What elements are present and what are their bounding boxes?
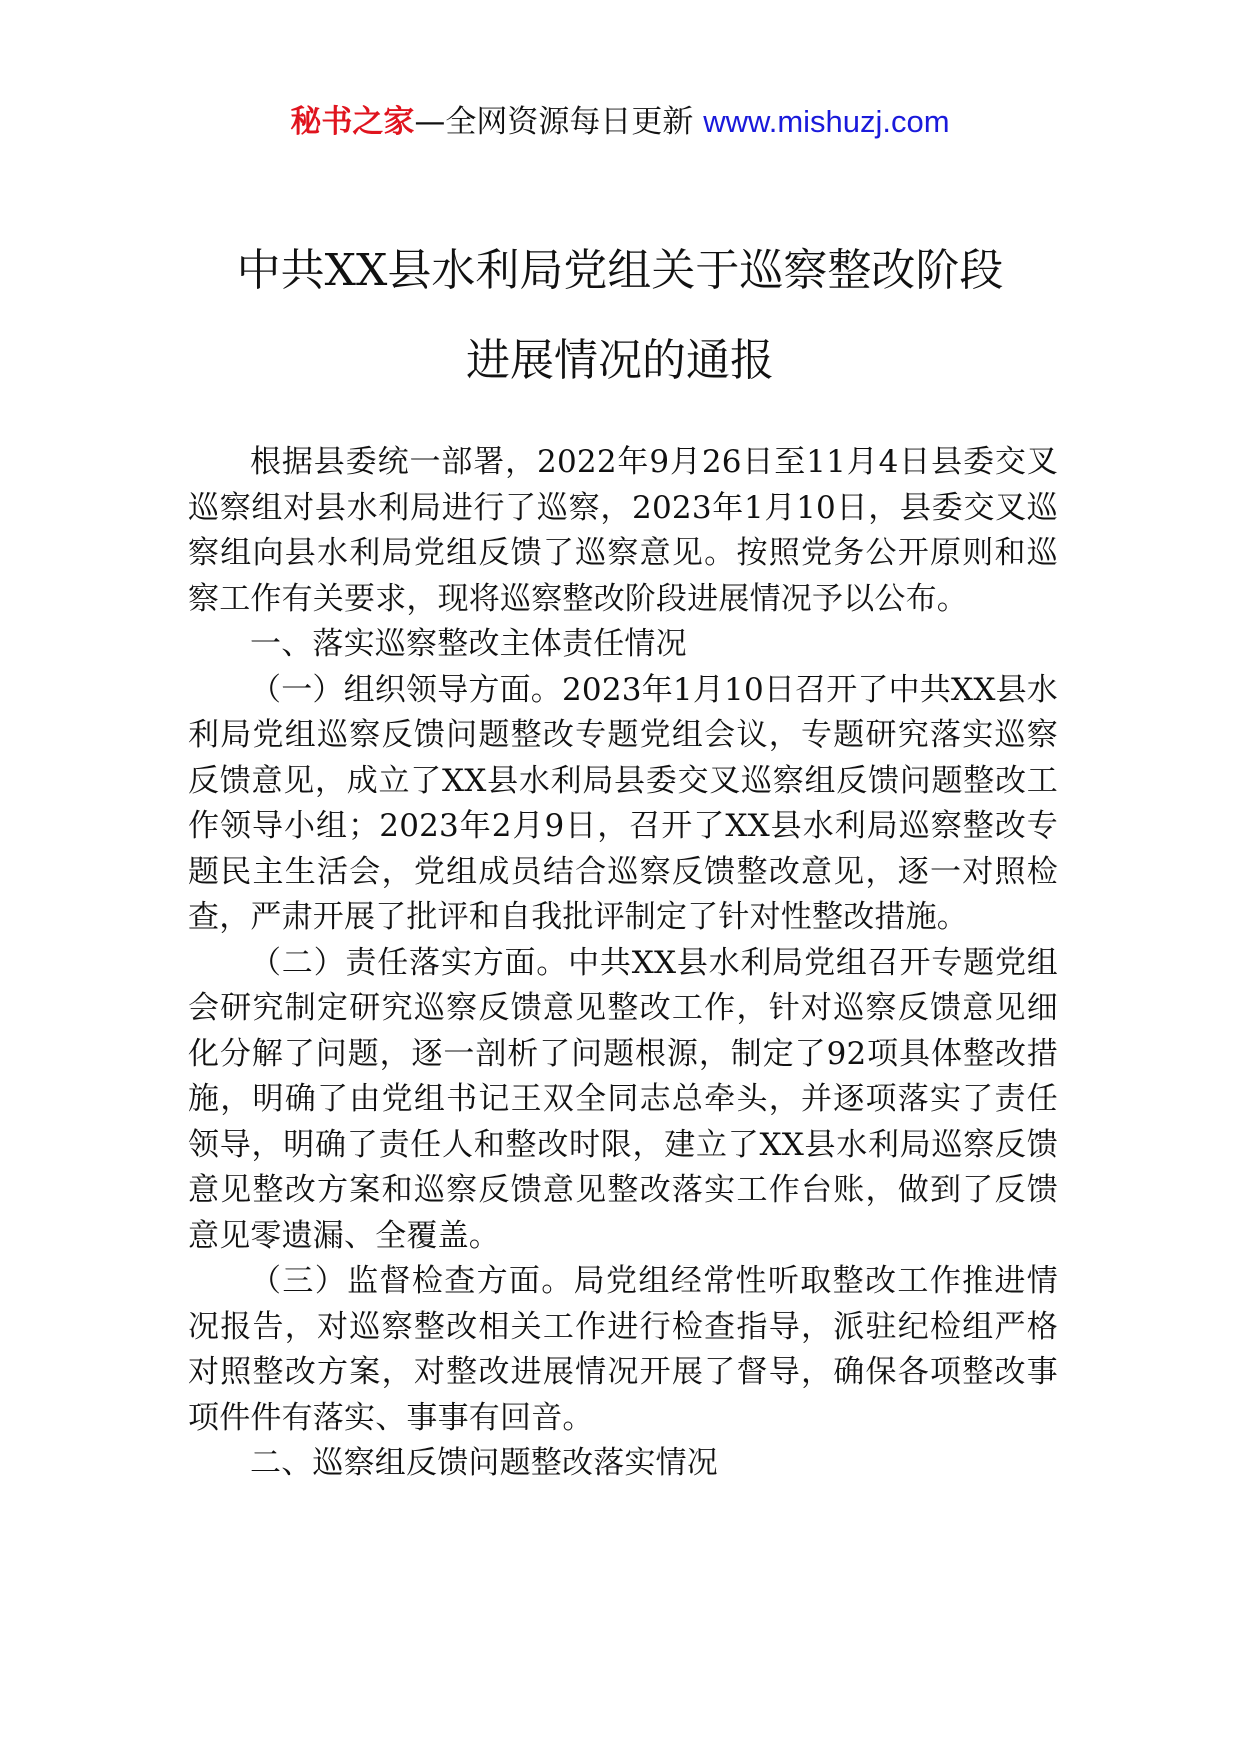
- paragraph-organization: （一）组织领导方面。2023年1月10日召开了中共XX县水利局党组巡察反馈问题整改专题党组会议，专题研究落实巡察反馈意见，成立了XX县水利局县委交叉巡察组反馈问题整改工作领导小组；2023年2月9日，召开了XX县水利局巡察整改专题民主生活会，党组成员结合巡察反馈整改意见，逐一对照检查，严肃开展了批评和自我批评制定了针对性整改措施。: [188, 671, 1058, 935]
- section-heading-1: 一、落实巡察整改主体责任情况: [250, 626, 687, 662]
- paragraph-responsibility: （二）责任落实方面。中共XX县水利局党组召开专题党组会研究制定研究巡察反馈意见整改工作，针对巡察反馈意见细化分解了问题，逐一剖析了问题根源，制定了92项具体整改措施，明确了由党组书记王双全同志总牵头，并逐项落实了责任领导，明确了责任人和整改时限，建立了XX县水利局巡察反馈意见整改方案和巡察反馈意见整改落实工作台账，做到了反馈意见零遗漏、全覆盖。: [188, 944, 1058, 1254]
- document-title: [0, 226, 1240, 406]
- site-url-link[interactable]: www.mishuzj.com: [703, 104, 950, 139]
- title-line-2: 进展情况的通报: [466, 335, 774, 386]
- paragraph-intro: 根据县委统一部署，2022年9月26日至11月4日县委交叉巡察组对县水利局进行了巡察，2023年1月10日，县委交叉巡察组向县水利局党组反馈了巡察意见。按照党务公开原则和巡察工作有关要求，现将巡察整改阶段进展情况予以公布。: [188, 444, 1058, 617]
- banner-tagline: —全网资源每日更新: [414, 104, 704, 140]
- document-body: [188, 440, 1058, 1487]
- section-heading-2: 二、巡察组反馈问题整改落实情况: [250, 1445, 718, 1481]
- header-banner: [0, 100, 1240, 144]
- brand-name: 秘书之家: [290, 104, 415, 140]
- title-line-1: 中共XX县水利局党组关于巡察整改阶段: [236, 245, 1004, 296]
- paragraph-supervision: （三）监督检查方面。局党组经常性听取整改工作推进情况报告，对巡察整改相关工作进行检查指导，派驻纪检组严格对照整改方案，对整改进展情况开展了督导，确保各项整改事项件件有落实、事事有回音。: [188, 1263, 1058, 1436]
